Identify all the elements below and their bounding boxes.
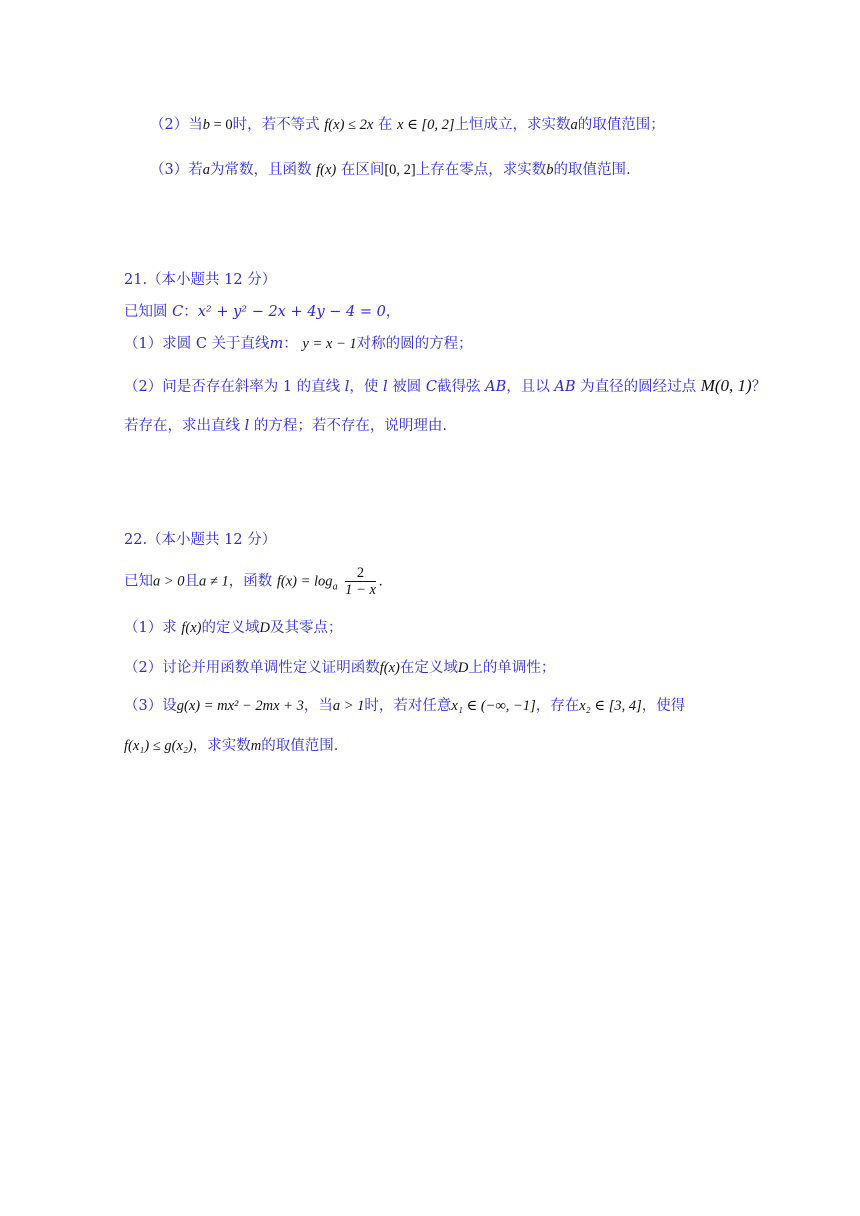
text: （3）若	[150, 162, 203, 178]
text: 的方程；若不存在，说明理由.	[249, 418, 447, 434]
math-b: b	[546, 162, 554, 178]
text: 上的单调性；	[468, 660, 556, 676]
math-x2-range: x₂ ∈ [3, 4]	[579, 698, 642, 714]
text: （2）当	[150, 117, 203, 133]
math-a-pos: a > 0	[153, 573, 185, 590]
math-AB: AB	[554, 379, 576, 395]
math-m: m	[269, 336, 284, 352]
text: .	[378, 573, 383, 590]
math-eq: = 0	[209, 117, 233, 133]
math-point-M: M(0, 1)	[700, 376, 752, 395]
math-b: b	[202, 117, 210, 133]
math-interval: x ∈ [0, 2]	[397, 117, 455, 133]
math-log-base: a	[332, 581, 338, 593]
math-D: D	[457, 660, 469, 676]
text: 的取值范围；	[577, 117, 665, 133]
math-C: C	[172, 304, 184, 320]
text: ，存在	[535, 698, 580, 714]
text: 在定义域	[399, 660, 458, 676]
q22-heading: 22.（本小题共 12 分）	[124, 532, 277, 548]
math-fx: f(x)	[181, 620, 202, 636]
math-a-neq-1: a ≠ 1	[199, 573, 229, 590]
math-circle-equation: x² + y² − 2x + 4y − 4 = 0	[197, 304, 386, 320]
q22-part3	[124, 696, 685, 716]
math-m: m	[250, 738, 262, 754]
q21-heading: 21.（本小题共 12 分）	[124, 272, 277, 288]
math-AB: AB	[485, 379, 507, 395]
text: 上恒成立，求实数	[454, 117, 571, 133]
q22-part1	[124, 618, 342, 638]
text: 上存在零点，求实数	[415, 162, 547, 178]
text: ，	[385, 304, 401, 320]
math-a: a	[202, 162, 210, 178]
math-fx: f(x)	[379, 660, 400, 676]
math-a: a	[570, 117, 578, 133]
math-inequality: f(x₁) ≤ g(x₂)	[124, 738, 193, 754]
text: 被圆	[387, 379, 426, 395]
q22-stem	[124, 565, 383, 598]
text: 的取值范围.	[261, 738, 339, 754]
math-g: g(x) = mx² − 2mx + 3	[176, 698, 304, 714]
text: 已知圆	[124, 304, 173, 320]
fraction-denominator: 1 − x	[345, 582, 376, 598]
math-interval: [0, 2]	[384, 162, 416, 178]
text: 截得弦	[437, 379, 486, 395]
text: （2）问是否存在斜率为 1 的直线	[124, 379, 345, 395]
text: （1）求圆 C 关于直线	[124, 336, 270, 352]
math-fraction	[345, 565, 376, 598]
text: （1）求	[124, 620, 177, 636]
text: ，且以	[506, 379, 555, 395]
q21-part2-cont	[124, 416, 447, 436]
q21-part1	[124, 334, 473, 354]
text: 对称的圆的方程；	[356, 336, 473, 352]
text: 若存在，求出直线	[124, 418, 245, 434]
math-l: l	[344, 379, 350, 395]
math-fx: f(x)	[316, 162, 337, 178]
math-line-equation: y = x − 1	[302, 336, 357, 352]
text: ？	[751, 379, 767, 395]
math-C: C	[425, 379, 437, 395]
q22-part3-cont	[124, 736, 338, 756]
text: 的定义域	[201, 620, 260, 636]
text: 时，若对任意	[364, 698, 452, 714]
q21-stem	[124, 302, 400, 322]
text: 的取值范围.	[553, 162, 631, 178]
q20-part2	[150, 115, 665, 135]
q20-part3	[150, 160, 631, 180]
fraction-numerator: 2	[345, 565, 376, 582]
text: （3）设	[124, 698, 177, 714]
text: 在区间	[340, 162, 385, 178]
math-log: f(x) = log	[276, 573, 333, 590]
text: ，函数	[228, 573, 273, 590]
text: ：	[283, 336, 298, 352]
text: 为常数，且函数	[209, 162, 312, 178]
text: 在	[377, 117, 393, 133]
math-x1-range: x₁ ∈ (−∞, −1]	[451, 698, 536, 714]
q21-part2	[124, 376, 766, 397]
text: 且	[184, 573, 200, 590]
text: 及其零点；	[269, 620, 343, 636]
text: ，使	[349, 379, 384, 395]
text: （2）讨论并用函数单调性定义证明函数	[124, 660, 380, 676]
text: 为直径的圆经过点	[575, 379, 697, 395]
text: ，当	[303, 698, 333, 714]
math-l: l	[383, 379, 388, 395]
text: ，求实数	[192, 738, 251, 754]
text: ，使得	[641, 698, 686, 714]
text: 时，若不等式	[232, 117, 320, 133]
q22-part2	[124, 658, 555, 678]
math-l: l	[244, 418, 250, 434]
math-D: D	[259, 620, 270, 636]
text: ：	[183, 304, 198, 320]
math-a-gt-1: a > 1	[332, 698, 365, 714]
math-inequality: f(x) ≤ 2x	[324, 117, 374, 133]
text: 已知	[124, 573, 153, 590]
